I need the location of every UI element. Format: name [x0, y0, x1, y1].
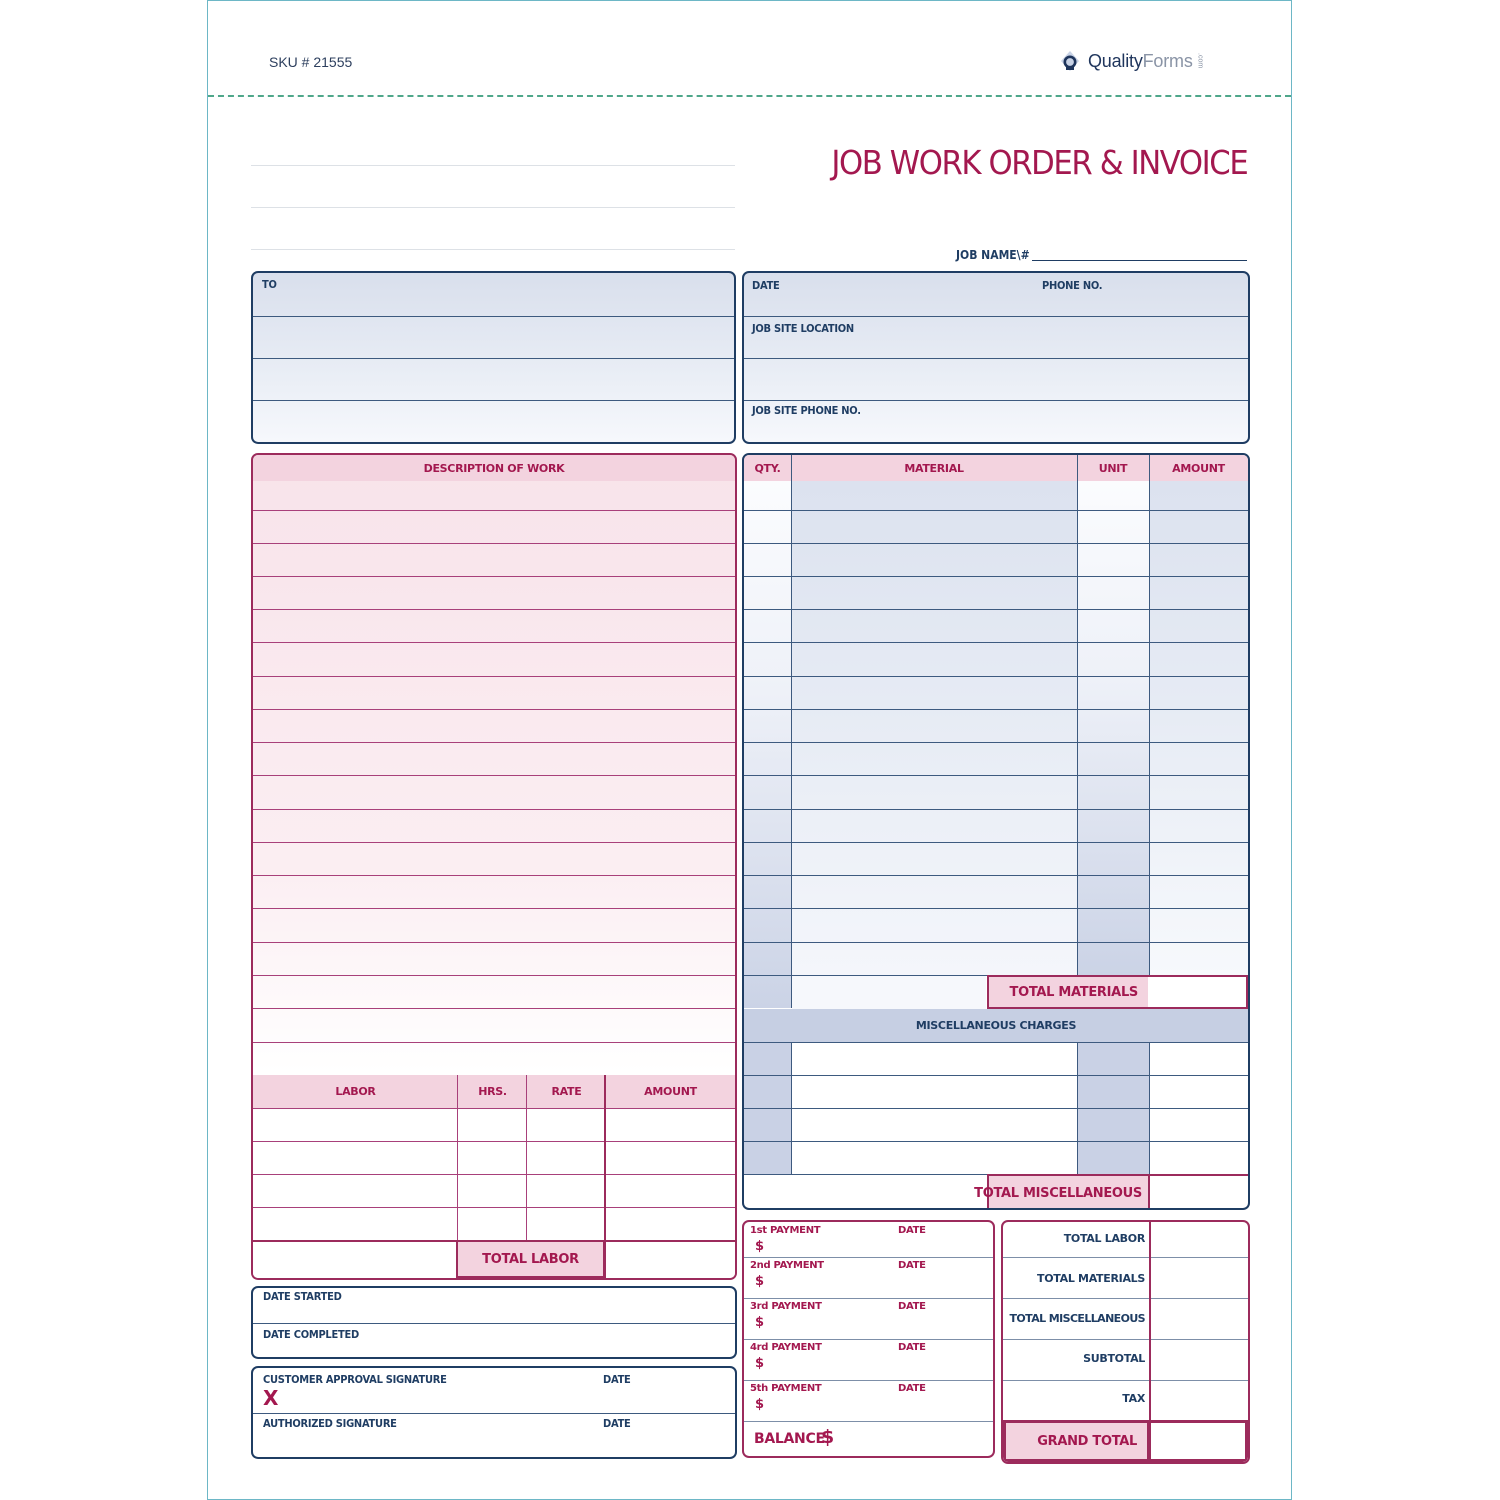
payment-1-currency: $ — [755, 1239, 764, 1254]
description-of-work-box[interactable] — [251, 453, 737, 1280]
quality-forms-logo-icon — [1060, 50, 1080, 72]
date-completed-label: DATE COMPLETED — [263, 1328, 359, 1341]
payment-5-label: 5th PAYMENT — [750, 1383, 822, 1394]
date-started-label: DATE STARTED — [263, 1290, 342, 1303]
job-site-location-label: JOB SITE LOCATION — [752, 322, 854, 335]
blank-address-line[interactable] — [251, 249, 735, 250]
description-header: DESCRIPTION OF WORK — [253, 455, 735, 481]
job-site-phone-label: JOB SITE PHONE NO. — [752, 404, 861, 417]
total-misc-label: TOTAL MISCELLANEOUS — [987, 1174, 1150, 1210]
customer-date-label: DATE — [603, 1373, 631, 1386]
payment-4-currency: $ — [755, 1356, 764, 1371]
payment-5-date-label: DATE — [898, 1383, 926, 1394]
summary-total-misc-label: TOTAL MISCELLANEOUS — [1009, 1312, 1145, 1325]
payment-1-date-label: DATE — [898, 1225, 926, 1236]
blank-address-line[interactable] — [251, 165, 735, 166]
payments-box[interactable] — [742, 1220, 995, 1458]
signature-x-mark: X — [263, 1386, 279, 1410]
total-materials-label: TOTAL MATERIALS — [987, 975, 1150, 1009]
totals-box[interactable] — [1001, 1220, 1250, 1464]
to-label: TO — [262, 278, 277, 291]
labor-col-header: LABOR — [335, 1085, 376, 1098]
signatures-box[interactable] — [251, 1366, 737, 1459]
phone-label: PHONE NO. — [1042, 279, 1103, 292]
sku-number: SKU # 21555 — [269, 54, 353, 70]
payment-2-currency: $ — [755, 1274, 764, 1289]
tax-label: TAX — [1122, 1392, 1145, 1405]
form-title: JOB WORK ORDER & INVOICE — [830, 143, 1247, 182]
payment-5-currency: $ — [755, 1397, 764, 1412]
material-col-header: MATERIAL — [904, 461, 964, 475]
payment-4-label: 4rd PAYMENT — [750, 1342, 822, 1353]
customer-signature-label: CUSTOMER APPROVAL SIGNATURE — [263, 1373, 447, 1386]
payment-2-date-label: DATE — [898, 1260, 926, 1271]
grand-total-field[interactable] — [1148, 1420, 1248, 1462]
summary-total-labor-label: TOTAL LABOR — [1063, 1232, 1145, 1245]
blank-address-line[interactable] — [251, 207, 735, 208]
payment-4-date-label: DATE — [898, 1342, 926, 1353]
authorized-date-label: DATE — [603, 1417, 631, 1430]
subtotal-label: SUBTOTAL — [1083, 1352, 1145, 1365]
payment-1-label: 1st PAYMENT — [750, 1225, 821, 1236]
job-name-label: JOB NAME\# — [956, 248, 1030, 262]
logo-suffix: .com — [1196, 53, 1204, 69]
total-labor-label: TOTAL LABOR — [456, 1240, 605, 1278]
authorized-signature-label: AUTHORIZED SIGNATURE — [263, 1417, 397, 1430]
hrs-col-header: HRS. — [478, 1085, 507, 1098]
amount-col-header: AMOUNT — [1172, 461, 1225, 475]
job-info-box[interactable] — [742, 271, 1250, 444]
payment-3-currency: $ — [755, 1315, 764, 1330]
job-name-field[interactable] — [1032, 260, 1247, 261]
materials-box[interactable] — [742, 453, 1250, 1210]
rate-col-header: RATE — [551, 1085, 582, 1098]
quality-forms-logo — [1060, 50, 1204, 72]
payment-3-label: 3rd PAYMENT — [750, 1301, 822, 1312]
payment-2-label: 2nd PAYMENT — [750, 1260, 824, 1271]
logo-text: QualityForms — [1088, 50, 1193, 71]
dates-box[interactable] — [251, 1286, 737, 1359]
grand-total-label: GRAND TOTAL — [1003, 1420, 1150, 1462]
payment-3-date-label: DATE — [898, 1301, 926, 1312]
total-materials-field[interactable] — [1148, 975, 1248, 1009]
total-misc-field[interactable] — [1148, 1174, 1248, 1210]
qty-col-header: QTY. — [754, 461, 781, 475]
misc-charges-header: MISCELLANEOUS CHARGES — [744, 1009, 1248, 1042]
to-box[interactable] — [251, 271, 736, 444]
date-label: DATE — [752, 279, 780, 292]
amount-col-header: AMOUNT — [644, 1085, 697, 1098]
balance-currency: $ — [821, 1426, 834, 1448]
perforation-line — [208, 95, 1291, 97]
total-labor-field[interactable] — [606, 1242, 735, 1278]
unit-col-header: UNIT — [1098, 461, 1128, 475]
balance-label: BALANCE — [754, 1431, 825, 1447]
summary-total-materials-label: TOTAL MATERIALS — [1037, 1272, 1145, 1285]
